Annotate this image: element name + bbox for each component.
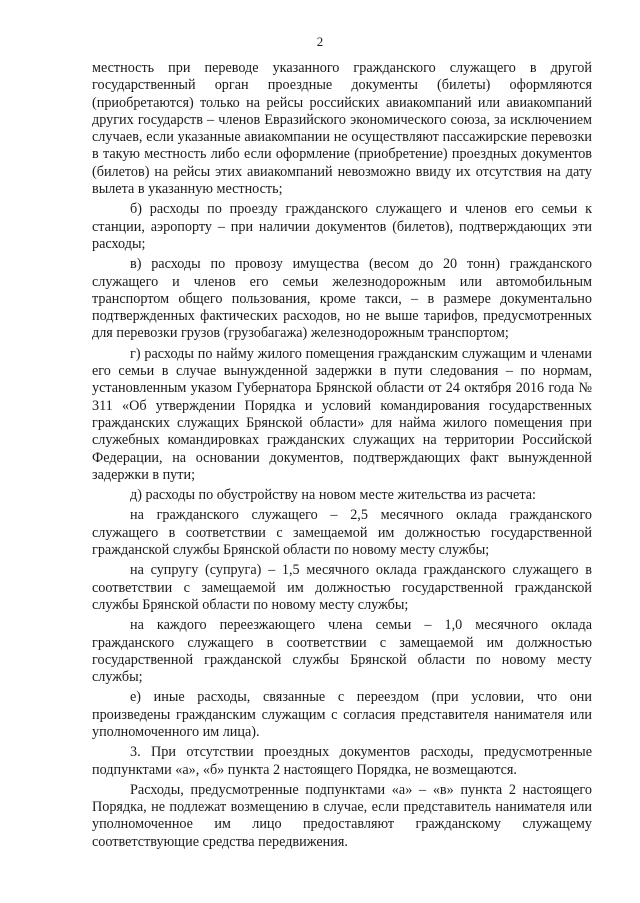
page-number: 2 bbox=[316, 34, 324, 49]
paragraph-clause-3: 3. При отсутствии проездных документов расходы, предусмотренные подпунктами «а», «б» пункта 2 настоящего Порядка, не возмещаются. bbox=[92, 744, 592, 778]
paragraph-family-member-allowance: на каждого переезжающего члена семьи – 1,0 месячного оклада гражданского служащего в соответствии с замещаемой им должностью государственной гражданской службы Брянской области по новому месту службы; bbox=[92, 617, 592, 686]
paragraph-spouse-allowance: на супругу (супруга) – 1,5 месячного оклада гражданского служащего в соответствии с замещаемой им должностью государственной гражданской службы Брянской области по новому месту службы; bbox=[92, 562, 592, 613]
paragraph-item-g: г) расходы по найму жилого помещения гражданским служащим и членами его семьи в случае вынужденной задержки в пути следования – по нормам, установленным указом Губернатора Брянской области от 24 октября 2016 года № 311 «Об утверждении Порядка и условий командирования государственных гражданских служащих Брянской области» для найма жилого помещения при служебных командировках гражданских служащих на территории Российской Федерации, на основании документов, подтверждающих факт вынужденной задержки в пути; bbox=[92, 345, 592, 483]
paragraph-item-e: е) иные расходы, связанные с переездом (при условии, что они произведены гражданским служащим с согласия представителя нанимателя или уполномоченного им лица). bbox=[92, 689, 592, 740]
paragraph-expenses-exception: Расходы, предусмотренные подпунктами «а» – «в» пункта 2 настоящего Порядка, не подлежат возмещению в случае, если представитель нанимателя или уполномоченное им лицо предоставляют гражданскому служащему соответствующие средства передвижения. bbox=[92, 781, 592, 850]
paragraph-item-b: б) расходы по проезду гражданского служащего и членов его семьи к станции, аэропорту – при наличии документов (билетов), подтверждающих эти расходы; bbox=[92, 201, 592, 252]
paragraph-continuation: местность при переводе указанного гражданского служащего в другой государственный орган проездные документы (билеты) оформляются (приобретаются) только на рейсы российских авиакомпаний или авиакомпаний других государств – членов Евразийского экономического союза, за исключением случаев, если указанные авиакомпании не осуществляют пассажирские перевозки в такую местность либо если оформление (приобретение) проездных документов (билетов) на рейсы этих авиакомпаний невозможно ввиду их отсутствия на дату вылета в указанную местность; bbox=[92, 60, 592, 198]
paragraph-item-v: в) расходы по провозу имущества (весом до 20 тонн) гражданского служащего и членов его семьи железнодорожным или автомобильным транспортом общего пользования, кроме такси, – в размере документально подтвержденных фактических расходов, но не выше тарифов, предусмотренных для перевозки грузов (грузобагажа) железнодорожным транспортом; bbox=[92, 256, 592, 342]
paragraph-item-d: д) расходы по обустройству на новом месте жительства из расчета: bbox=[130, 487, 536, 504]
document-body bbox=[92, 60, 592, 851]
paragraph-employee-allowance: на гражданского служащего – 2,5 месячного оклада гражданского служащего в соответствии с замещаемой им должностью государственной гражданской службы Брянской области по новому месту службы; bbox=[92, 507, 592, 559]
